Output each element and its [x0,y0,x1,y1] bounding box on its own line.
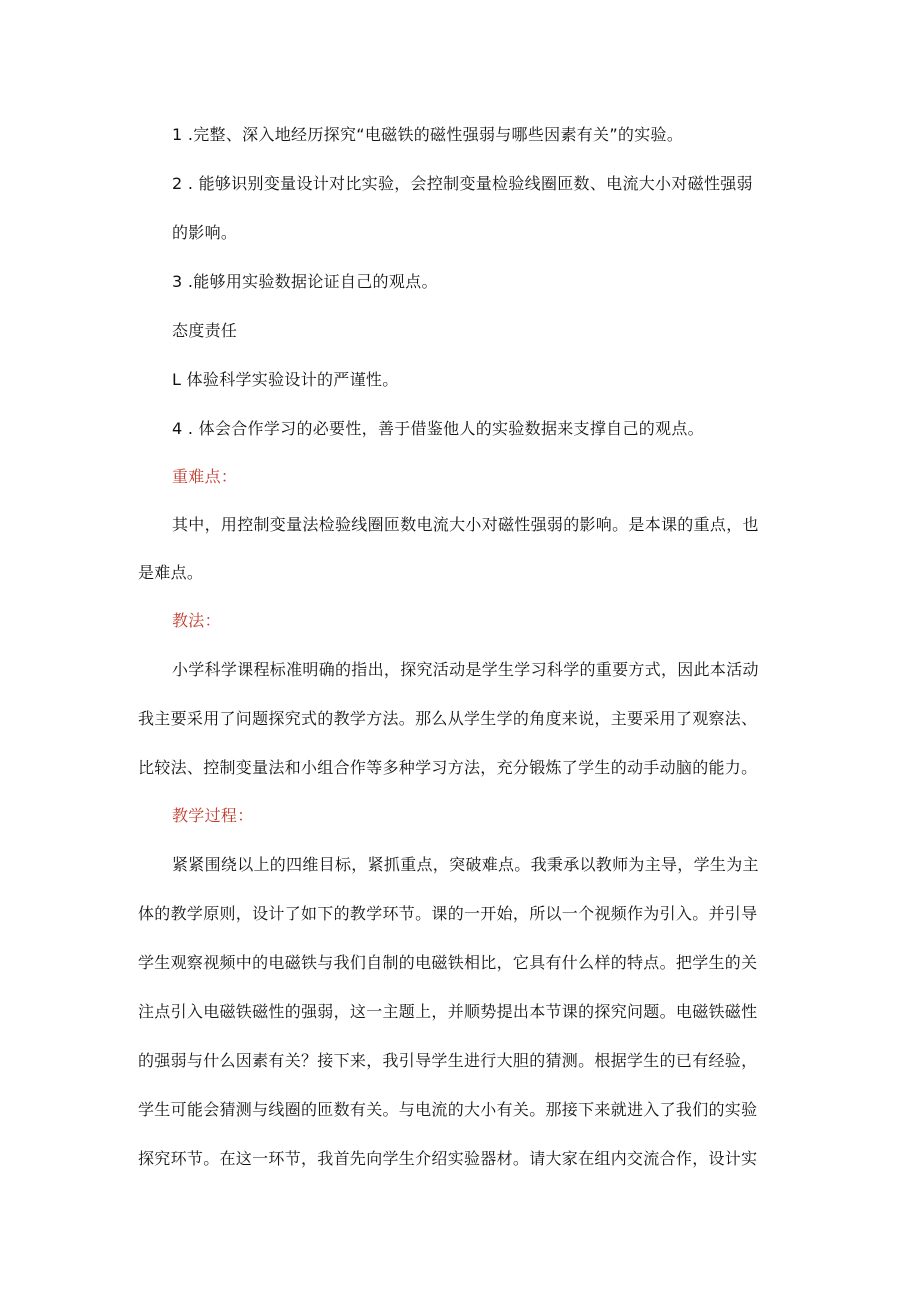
objective-item-2-line-1: 2 . 能够识别变量设计对比实验，会控制变量检验线圈匝数、电流大小对磁性强弱 [172,174,753,193]
teaching-method-line-1: 小学科学课程标准明确的指出，探究活动是学生学习科学的重要方式，因此本活动 [172,660,759,679]
attitude-item-2: 4 . 体会合作学习的必要性，善于借鉴他人的实验数据来支撑自己的观点。 [172,419,704,438]
teaching-process-line-6: 学生可能会猜测与线圈的匝数有关。与电流的大小有关。那接下来就进入了我们的实验 [138,1100,758,1119]
objective-item-3: 3 .能够用实验数据论证自己的观点。 [172,272,438,291]
key-points-line-2: 是难点。 [138,563,204,582]
teaching-process-line-4: 注点引入电磁铁磁性的强弱，这一主题上，并顺势提出本节课的探究问题。电磁铁磁性 [138,1002,758,1021]
teaching-method-line-3: 比较法、控制变量法和小组合作等多种学习方法，充分锻炼了学生的动手动脑的能力。 [138,758,758,777]
teaching-process-line-7: 探究环节。在这一环节，我首先向学生介绍实验器材。请大家在组内交流合作，设计实 [138,1149,758,1168]
objective-item-1: 1 .完整、深入地经历探究“电磁铁的磁性强弱与哪些因素有关”的实验。 [172,125,684,144]
attitude-item-1: L 体验科学实验设计的严谨性。 [172,370,399,389]
teaching-process-heading: 教学过程： [172,806,254,825]
objective-item-2-line-2: 的影响。 [172,223,238,242]
teaching-method-line-2: 我主要采用了问题探究式的教学方法。那么从学生学的角度来说，主要采用了观察法、 [138,709,758,728]
teaching-process-line-2: 体的教学原则，设计了如下的教学环节。课的一开始，所以一个视频作为引入。并引导 [138,904,758,923]
key-points-heading: 重难点： [172,467,238,486]
key-points-line-1: 其中，用控制变量法检验线圈匝数电流大小对磁性强弱的影响。是本课的重点，也 [172,515,759,534]
teaching-method-heading: 教法： [172,611,221,630]
teaching-process-line-1: 紧紧围绕以上的四维目标，紧抓重点，突破难点。我秉承以教师为主导，学生为主 [172,855,759,874]
attitude-heading: 态度责任 [172,321,238,340]
teaching-process-line-5: 的强弱与什么因素有关？接下来，我引导学生进行大胆的猜测。根据学生的已有经验， [138,1051,758,1070]
teaching-process-line-3: 学生观察视频中的电磁铁与我们自制的电磁铁相比，它具有什么样的特点。把学生的关 [138,953,758,972]
